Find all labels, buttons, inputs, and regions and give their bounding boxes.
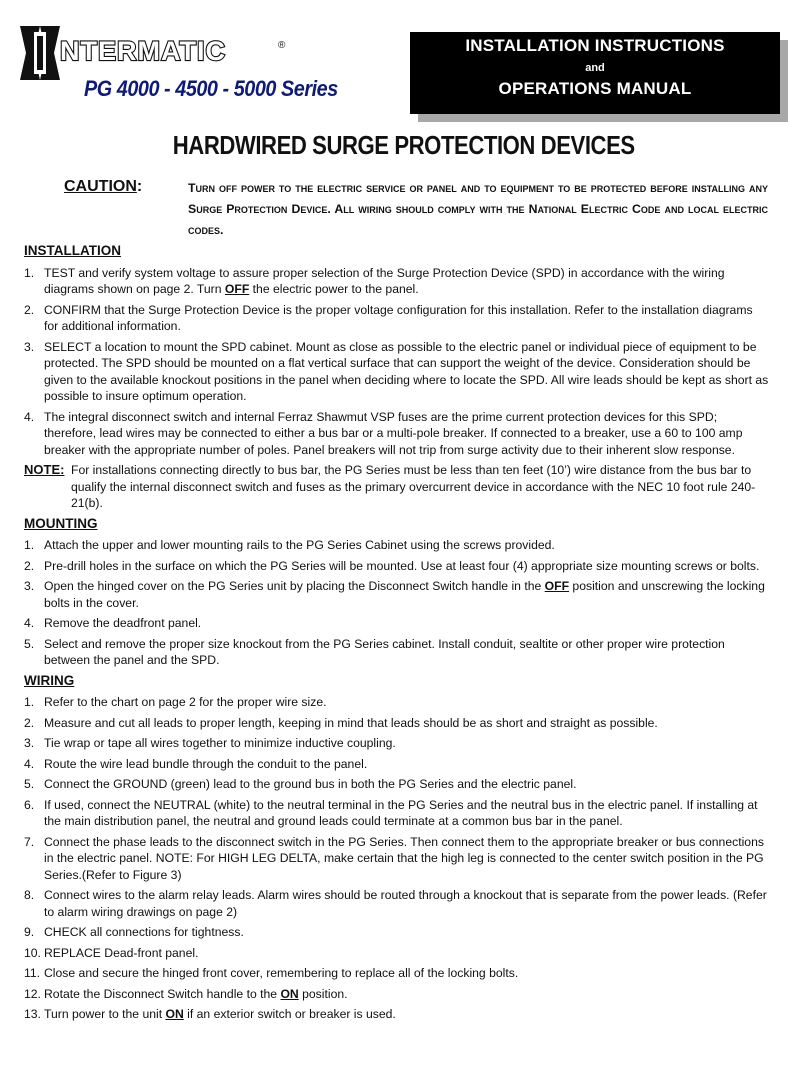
list-item-text: The integral disconnect switch and internal Ferraz Shawmut VSP fuses are the prime current protection devices for this SPD; therefore, lead wires may be connected to either a bus bar or a multi-pole breaker. If connected to a breaker, use a 60 to 100 amp breaker with the appropriate number of poles. Panel breakers will not trip from surge activity due to their inherent slow response.	[44, 409, 743, 457]
list-item-text: Route the wire lead bundle through the conduit to the panel.	[44, 756, 368, 771]
list-item-text: Remove the deadfront panel.	[44, 616, 202, 630]
list-item-text	[44, 578, 769, 611]
list-item-text: Attach the upper and lower mounting rails to the PG Series Cabinet using the screws provided.	[44, 538, 555, 552]
page-title	[0, 130, 808, 161]
list-item	[24, 537, 769, 554]
list-item-number: 4.	[24, 409, 35, 424]
list-item	[24, 965, 769, 982]
and-label: and	[585, 62, 605, 74]
list-item	[24, 715, 769, 732]
list-item	[24, 265, 769, 298]
list-item-text	[44, 265, 769, 298]
title-box	[410, 32, 780, 114]
list-item-number: 9.	[24, 925, 35, 939]
list-item	[24, 409, 769, 459]
list-item-number: 13.	[24, 1007, 41, 1021]
list-item-text: Measure and cut all leads to proper length, keeping in mind that leads should be as short and straight as possible.	[44, 715, 658, 730]
list-item-number: 6.	[24, 797, 35, 812]
list-item-text-part: Turn power to the unit	[44, 1007, 166, 1021]
list-item	[24, 776, 769, 793]
list-item	[24, 756, 769, 773]
list-item-number: 4.	[24, 616, 35, 630]
list-item-text: Connect wires to the alarm relay leads. Alarm wires should be routed through a knockout that is separate from the power leads. (Refer to alarm wiring drawings on page 2)	[44, 888, 767, 919]
list-item-number: 1.	[24, 695, 35, 709]
list-item-text-part: position.	[298, 986, 348, 1001]
installation-heading: INSTALLATION	[24, 243, 121, 258]
list-item-text	[44, 1006, 769, 1023]
list-item-text-part: if an exterior switch or breaker is used.	[183, 1007, 396, 1021]
installation-note	[24, 462, 769, 512]
list-item	[24, 887, 769, 920]
list-item	[24, 615, 769, 632]
list-item-text	[44, 986, 769, 1003]
emphasis-word: ON	[280, 986, 299, 1001]
operations-manual-title: OPERATIONS MANUAL	[498, 79, 692, 98]
list-item-number: 2.	[24, 558, 35, 573]
list-item	[24, 578, 769, 611]
list-item	[24, 339, 769, 405]
list-item-text: CHECK all connections for tightness.	[44, 925, 244, 939]
list-item-text: SELECT a location to mount the SPD cabinet. Mount as close as possible to the electric panel or individual piece of equipment to be protected. The SPD should be mounted on a flat vertical surface that can support the weight of the device. Consideration should be given to the available knockout positions in the panel when deciding where to locate the SPD. All wire leads should be kept as short as possible to insure optimum operation.	[44, 339, 769, 403]
emphasis-word: OFF	[224, 282, 250, 296]
list-item-text: Connect the GROUND (green) lead to the ground bus in both the PG Series and the electric panel.	[44, 777, 577, 791]
intermatic-logo	[20, 26, 288, 80]
list-item-text: REPLACE Dead-front panel.	[44, 945, 199, 960]
list-item	[24, 797, 769, 830]
list-item	[24, 986, 769, 1003]
mounting-list	[24, 537, 769, 669]
list-item-number: 3.	[24, 736, 35, 750]
caution-colon: :	[136, 178, 143, 195]
intermatic-i-emblem	[20, 26, 60, 80]
list-item-text-part: Open the hinged cover on the PG Series unit by placing the Disconnect Switch handle in the	[44, 579, 545, 593]
emphasis-word: ON	[165, 1007, 184, 1021]
list-item-number: 1.	[24, 538, 35, 552]
list-item-number: 11.	[24, 966, 41, 980]
list-item-text: CONFIRM that the Surge Protection Device is the proper voltage configuration for this installation. Refer to the installation diagrams for additional information.	[44, 302, 753, 333]
installation-list	[24, 265, 769, 459]
list-item-text: Close and secure the hinged front cover, remembering to replace all of the locking bolts.	[44, 966, 519, 980]
list-item-text-part: Rotate the Disconnect Switch handle to the	[44, 986, 281, 1001]
caution-word: CAUTION	[64, 178, 137, 195]
series-subtitle: PG 4000 - 4500 - 5000 Series	[84, 76, 338, 101]
list-item-number: 5.	[24, 636, 35, 651]
list-item-number: 10.	[24, 945, 41, 960]
list-item-text: Select and remove the proper size knockout from the PG Series cabinet. Install conduit, sealtite or other proper wire protection between the panel and the SPD.	[44, 636, 725, 667]
list-item-number: 2.	[24, 302, 35, 317]
emphasis-word: OFF	[544, 579, 570, 593]
list-item-number: 5.	[24, 777, 35, 791]
list-item-text-part: the electric power to the panel.	[249, 282, 419, 296]
list-item	[24, 636, 769, 669]
list-item-text: Connect the phase leads to the disconnect switch in the PG Series. Then connect them to the appropriate breaker or bus connections in the electric panel. NOTE: For HIGH LEG DELTA, make certain that the high leg is connected to the center switch position in the PG Series.(Refer to Figure 3)	[44, 834, 764, 882]
document-body	[24, 243, 769, 1027]
note-label: NOTE:	[24, 462, 65, 477]
installation-instructions-title: INSTALLATION INSTRUCTIONS	[465, 36, 725, 55]
list-item-number: 4.	[24, 756, 35, 771]
list-item	[24, 302, 769, 335]
list-item-text: Tie wrap or tape all wires together to minimize inductive coupling.	[44, 736, 396, 750]
list-item	[24, 945, 769, 962]
list-item	[24, 924, 769, 941]
list-item-number: 1.	[24, 265, 35, 280]
page-title-text: HARDWIRED SURGE PROTECTION DEVICES	[173, 130, 635, 160]
list-item	[24, 1006, 769, 1023]
caution-label	[64, 178, 142, 196]
wiring-list	[24, 694, 769, 1023]
list-item	[24, 558, 769, 575]
caution-text: Turn off power to the electric service or panel and to equipment to be protected before installing any Surge Protection Device. All wiring should comply with the National Electric Code and local electric codes.	[188, 181, 768, 237]
wiring-heading: WIRING	[24, 672, 75, 688]
list-item	[24, 694, 769, 711]
mounting-heading: MOUNTING	[24, 515, 98, 531]
registered-mark: ®	[278, 40, 286, 51]
list-item-text-part: position and unscrewing the locking bolts in the cover.	[44, 579, 765, 610]
list-item-text-part: TEST and verify system voltage to assure proper selection of the Surge Protection Device (SPD) in accordance with the wiring diagrams shown on page 2. Turn	[44, 265, 725, 296]
list-item	[24, 735, 769, 752]
list-item	[24, 834, 769, 884]
list-item-number: 12.	[24, 986, 41, 1001]
list-item-text: If used, connect the NEUTRAL (white) to the neutral terminal in the PG Series and the neutral bus in the electric panel. If installing at the main distribution panel, the neutral and ground leads could terminate at a common bus bar in the panel.	[44, 797, 758, 828]
list-item-number: 3.	[24, 339, 35, 354]
list-item-number: 8.	[24, 888, 35, 902]
list-item-number: 3.	[24, 579, 35, 593]
list-item-number: 7.	[24, 834, 35, 849]
note-text: For installations connecting directly to bus bar, the PG Series must be less than ten feet (10’) wire distance from the bus bar to qualify the internal disconnect switch and fuses as the primary overcurrent device in accordance with the NEC 10 foot rule 240-21(b).	[71, 463, 756, 510]
list-item-number: 2.	[24, 715, 35, 730]
list-item-text: Pre-drill holes in the surface on which the PG Series will be mounted. Use at least four (4) appropriate size mounting screws or bolts.	[44, 558, 760, 573]
list-item-text: Refer to the chart on page 2 for the proper wire size.	[44, 695, 327, 709]
brand-wordmark: NTERMATIC	[60, 36, 226, 66]
